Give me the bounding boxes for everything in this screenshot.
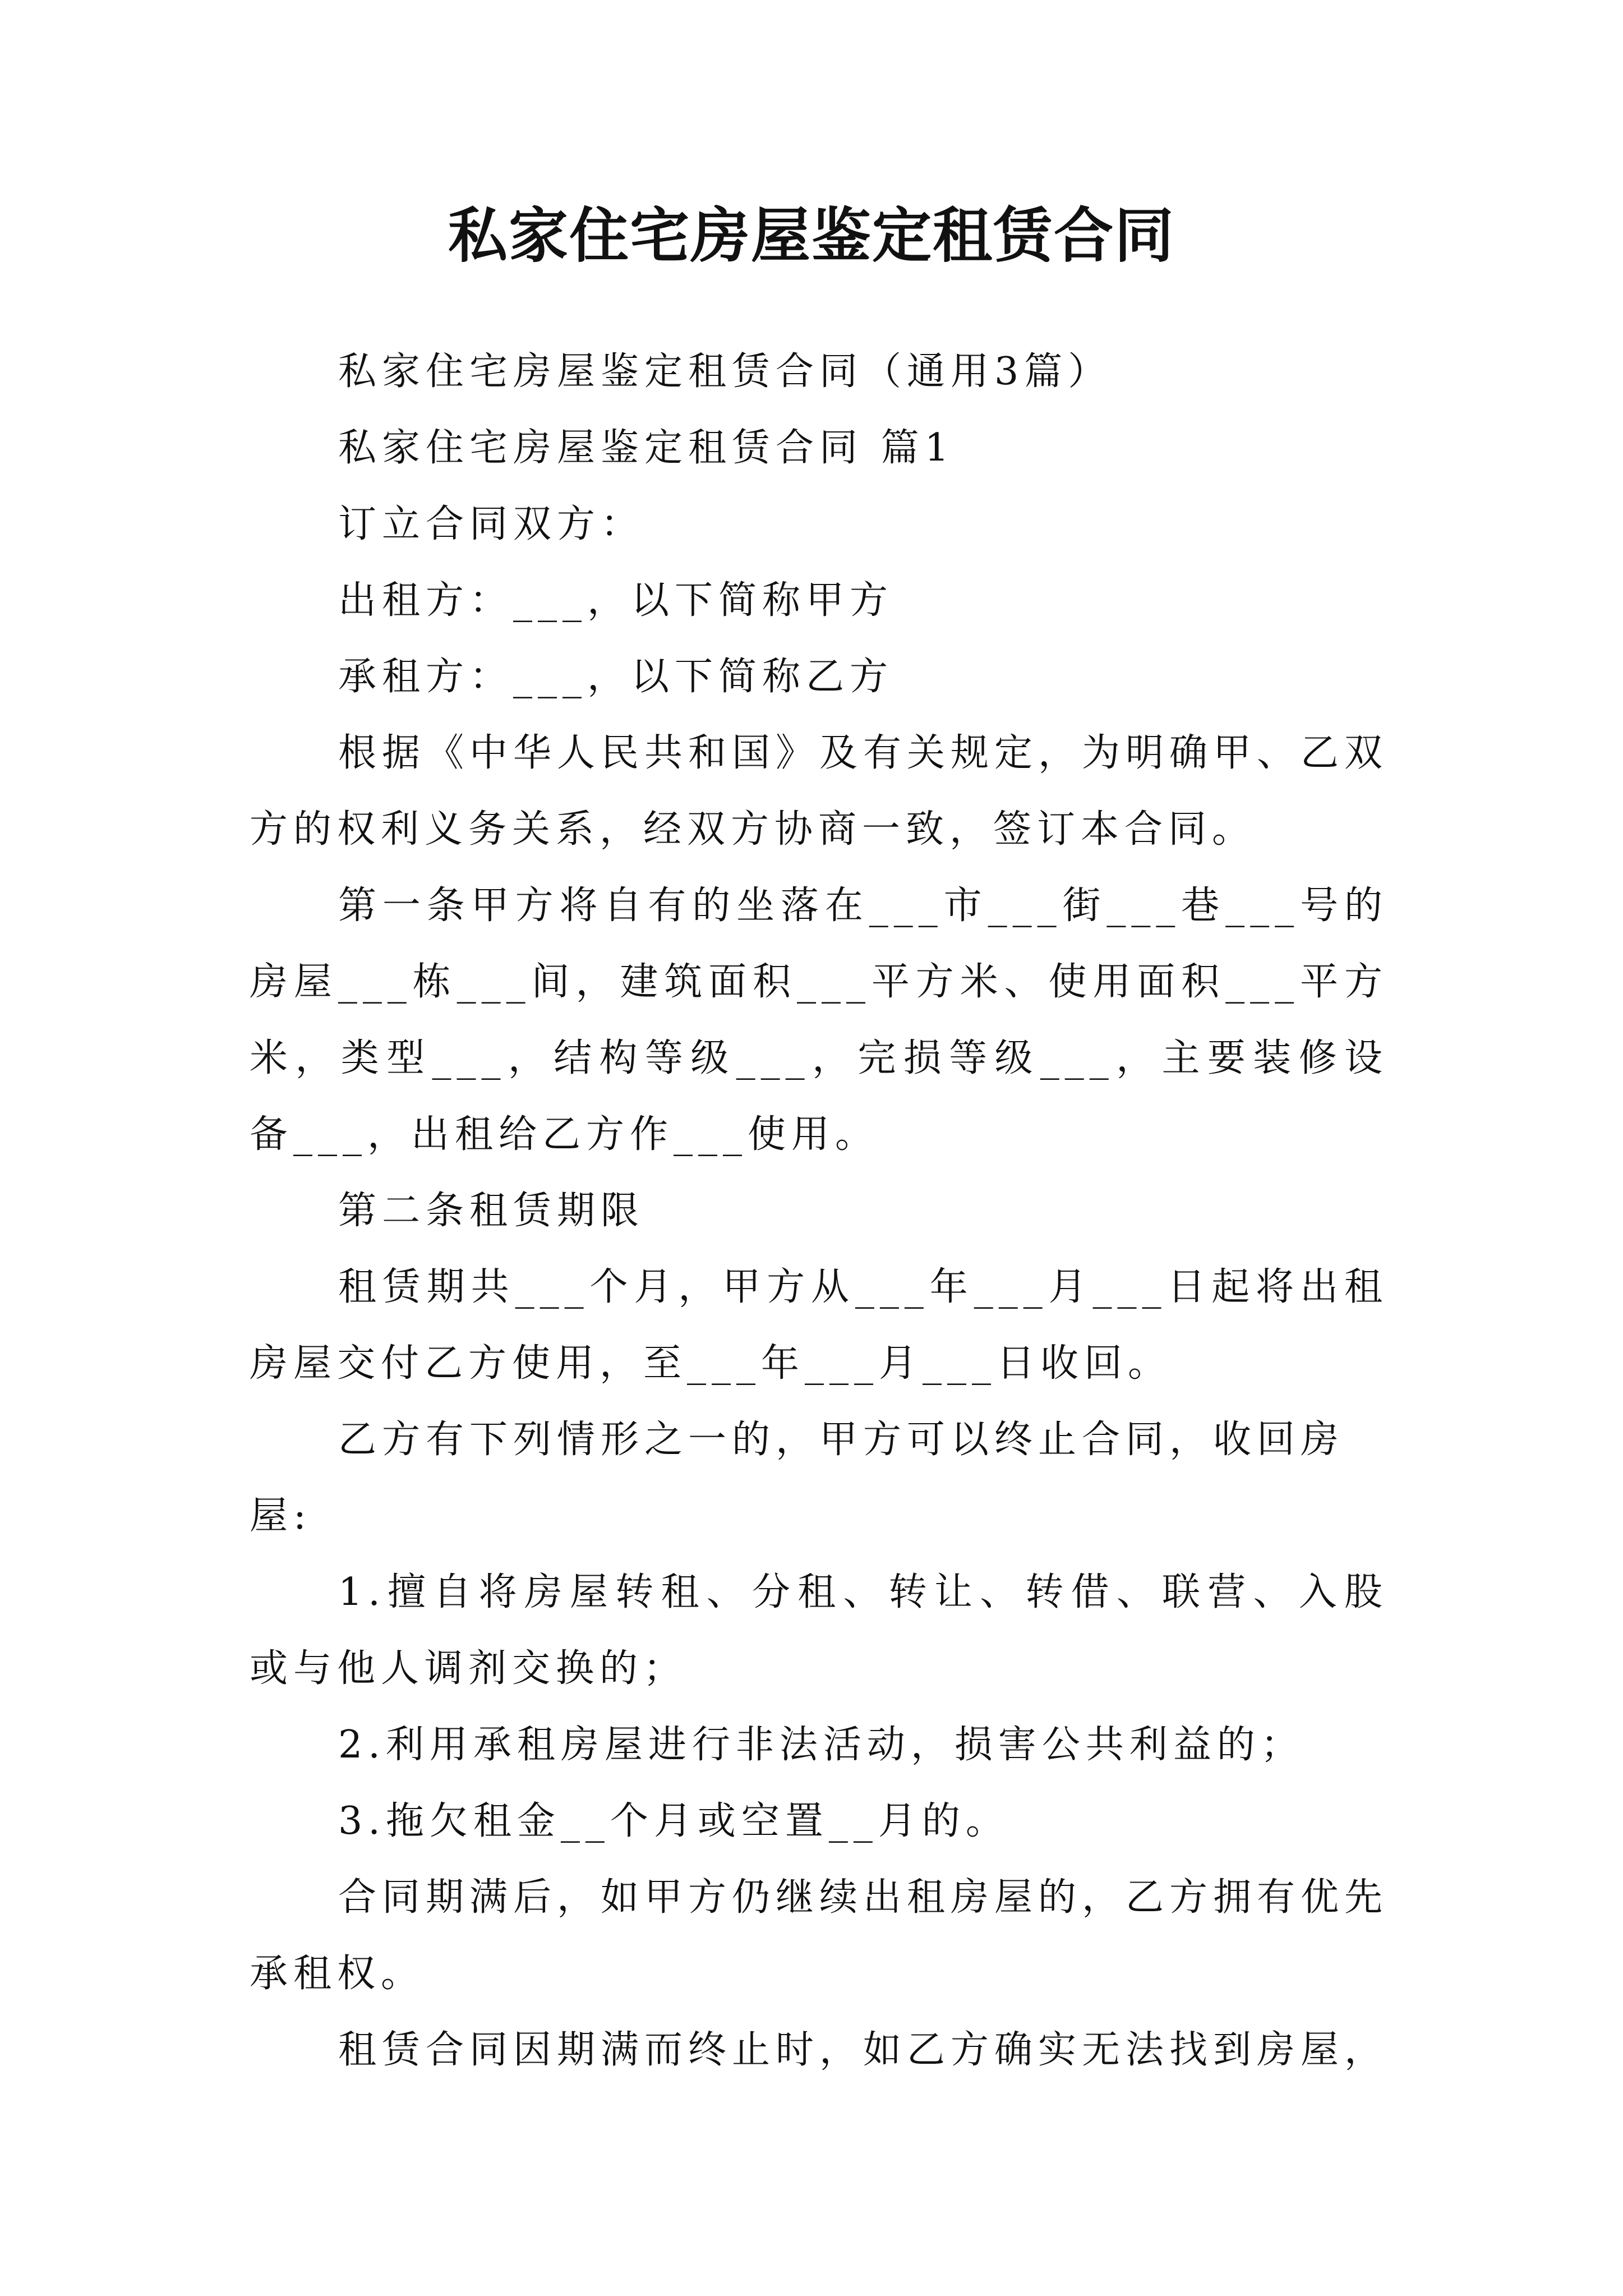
paragraph-lessee: 承租方：___，以下简称乙方 xyxy=(338,655,894,699)
document-body xyxy=(250,334,1388,2088)
paragraph-condition-3: 3.拖欠租金__个月或空置__月的。 xyxy=(338,1799,1009,1843)
paragraph-lease-term: 租赁期共___个月，甲方从___年___月___日起将出租房屋交付乙方使用，至___年___月___日收回。 xyxy=(250,1265,1388,1386)
paragraph-condition-1: 1.擅自将房屋转租、分租、转让、转借、联营、入股或与他人调剂交换的； xyxy=(250,1570,1388,1691)
paragraph-subtitle: 私家住宅房屋鉴定租赁合同（通用3篇） xyxy=(338,349,1112,394)
paragraph-article-1: 第一条甲方将自有的坐落在___市___街___巷___号的房屋___栋___间，建筑面积___平方米、使用面积___平方米，类型___，结构等级___，完损等级___，主要装修设备___，出租给乙方作___使用。 xyxy=(250,884,1388,1157)
document-title: 私家住宅房屋鉴定租赁合同 xyxy=(448,200,1175,270)
paragraph-basis: 根据《中华人民共和国》及有关规定，为明确甲、乙双方的权利义务关系，经双方协商一致，签订本合同。 xyxy=(250,731,1389,852)
paragraph-article-2-heading: 第二条租赁期限 xyxy=(338,1189,645,1233)
paragraph-priority-right: 合同期满后，如甲方仍继续出租房屋的，乙方拥有优先承租权。 xyxy=(250,1875,1389,1996)
paragraph-section-heading: 私家住宅房屋鉴定租赁合同 篇1 xyxy=(338,426,955,470)
paragraph-termination-conditions: 乙方有下列情形之一的，甲方可以终止合同，收回房屋: xyxy=(250,1418,1345,1538)
paragraph-condition-2: 2.利用承租房屋进行非法活动，损害公共利益的； xyxy=(338,1723,1304,1767)
paragraph-lessor: 出租方：___，以下简称甲方 xyxy=(338,578,894,623)
paragraph-expiry: 租赁合同因期满而终止时，如乙方确实无法找到房屋， xyxy=(338,2028,1389,2072)
paragraph-parties-heading: 订立合同双方： xyxy=(338,502,645,546)
